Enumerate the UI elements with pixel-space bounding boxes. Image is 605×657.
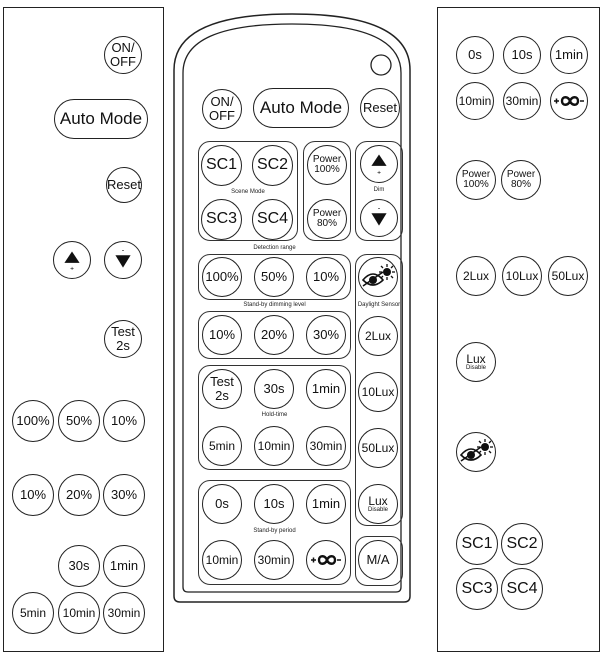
remote-down-button[interactable] [360, 199, 398, 237]
left-on-off-line2: OFF [110, 54, 136, 69]
remote-up-button[interactable] [360, 145, 398, 183]
left-range-50-button[interactable]: 50% [58, 400, 100, 442]
right-daylight-button[interactable] [456, 432, 496, 472]
right-power80-line1: Power [506, 168, 536, 180]
right-lux-disable-button[interactable] [456, 342, 496, 382]
infinity-icon [310, 553, 342, 567]
remote-period-10s-button[interactable]: 10s [254, 484, 294, 524]
triangle-down-icon [361, 199, 397, 237]
remote-lux50-button[interactable]: 50Lux [358, 428, 398, 468]
remote-auto-mode-button[interactable]: Auto Mode [253, 88, 349, 128]
remote-daylight-button[interactable] [358, 257, 398, 297]
standby-period-label: Stand-by period [253, 528, 296, 534]
remote-sc4-button[interactable]: SC4 [252, 199, 293, 240]
right-power80-button[interactable] [501, 160, 541, 200]
remote-lux-disable-line2: Disable [367, 507, 388, 514]
right-power100-line1: Power [461, 168, 491, 180]
remote-hold-10min-button[interactable]: 10min [254, 426, 294, 466]
remote-power80-line1: Power [312, 207, 342, 219]
left-hold-30s-button[interactable]: 30s [58, 545, 100, 587]
left-hold-30min-button[interactable]: 30min [103, 592, 145, 634]
eye-sun-icon [361, 264, 395, 290]
left-range-100-button[interactable]: 100% [12, 400, 54, 442]
left-reset-button[interactable]: Reset [106, 167, 142, 203]
remote-dim-10-button[interactable]: 10% [202, 315, 242, 355]
remote-test-line1: Test [210, 374, 234, 390]
right-lux10-button[interactable]: 10Lux [502, 256, 542, 296]
left-up-plus: + [70, 265, 74, 273]
remote-on-off-line1: ON/ [210, 94, 234, 110]
remote-hold-1min-button[interactable]: 1min [306, 369, 346, 409]
remote-period-1min-button[interactable]: 1min [306, 484, 346, 524]
remote-reset-button[interactable]: Reset [360, 88, 400, 128]
remote-period-10min-button[interactable]: 10min [202, 540, 242, 580]
left-test-line1: Test [111, 324, 135, 340]
remote-lux2-button[interactable]: 2Lux [358, 316, 398, 356]
left-test-line2: 2s [116, 338, 130, 353]
remote-period-0s-button[interactable]: 0s [202, 484, 242, 524]
right-period-0s-button[interactable]: 0s [456, 36, 494, 74]
remote-range-10-button[interactable]: 10% [306, 257, 346, 297]
right-sc1-button[interactable]: SC1 [456, 523, 498, 565]
remote-lux10-button[interactable]: 10Lux [358, 372, 398, 412]
right-lux-disable-line1: Lux [466, 351, 486, 366]
left-range-10-button[interactable]: 10% [103, 400, 145, 442]
remote-hold-30min-button[interactable]: 30min [306, 426, 346, 466]
left-hold-1min-button[interactable]: 1min [103, 545, 145, 587]
remote-test-button[interactable] [202, 369, 242, 409]
standby-dimming-label: Stand-by dimming level [243, 302, 306, 308]
left-hold-5min-button[interactable]: 5min [12, 592, 54, 634]
remote-power100-button[interactable] [307, 145, 347, 185]
right-period-30min-button[interactable]: 30min [503, 82, 541, 120]
remote-ma-button[interactable]: M/A [358, 540, 398, 580]
left-on-off-line1: ON/ [111, 40, 135, 56]
remote-dim-20-button[interactable]: 20% [254, 315, 294, 355]
remote-sc2-button[interactable]: SC2 [252, 145, 293, 186]
left-hold-10min-button[interactable]: 10min [58, 592, 100, 634]
right-period-10min-button[interactable]: 10min [456, 82, 494, 120]
remote-on-off-button[interactable] [202, 89, 242, 129]
eye-sun-icon [459, 439, 493, 465]
scene-mode-label: Scene Mode [231, 189, 265, 195]
remote-test-line2: 2s [215, 388, 229, 403]
right-period-10s-button[interactable]: 10s [503, 36, 541, 74]
remote-sc3-button[interactable]: SC3 [201, 199, 242, 240]
right-period-1min-button[interactable]: 1min [550, 36, 588, 74]
hold-time-label: Hold-time [261, 412, 288, 418]
remote-range-100-button[interactable]: 100% [202, 257, 242, 297]
remote-infinity-button[interactable] [306, 540, 346, 580]
right-power100-button[interactable] [456, 160, 496, 200]
left-dim-10-button[interactable]: 10% [12, 474, 54, 516]
detection-range-label: Detection range [253, 245, 296, 251]
left-dim-20-button[interactable]: 20% [58, 474, 100, 516]
right-sc4-button[interactable]: SC4 [501, 568, 543, 610]
remote-lux-disable-button[interactable] [358, 484, 398, 524]
remote-power80-line2: 80% [316, 218, 337, 229]
remote-lux-disable-line1: Lux [368, 493, 388, 508]
dim-label: Dim [373, 187, 385, 193]
right-sc3-button[interactable]: SC3 [456, 568, 498, 610]
remote-hold-5min-button[interactable]: 5min [202, 426, 242, 466]
daylight-sensor-label: Daylight Sensor [357, 302, 401, 308]
right-lux-disable-line2: Disable [465, 365, 486, 372]
remote-hold-30s-button[interactable]: 30s [254, 369, 294, 409]
remote-on-off-line2: OFF [209, 108, 235, 123]
right-lux50-button[interactable]: 50Lux [548, 256, 588, 296]
right-infinity-button[interactable] [550, 82, 588, 120]
right-sc2-button[interactable]: SC2 [501, 523, 543, 565]
remote-power80-button[interactable] [307, 199, 347, 239]
remote-up-plus: + [377, 169, 381, 177]
remote-dim-30-button[interactable]: 30% [306, 315, 346, 355]
left-auto-mode-button[interactable]: Auto Mode [54, 99, 148, 139]
left-dim-30-button[interactable]: 30% [103, 474, 145, 516]
remote-range-50-button[interactable]: 50% [254, 257, 294, 297]
remote-period-30min-button[interactable]: 30min [254, 540, 294, 580]
remote-sc1-button[interactable]: SC1 [201, 145, 242, 186]
right-lux2-button[interactable]: 2Lux [456, 256, 496, 296]
left-down-minus: - [121, 245, 125, 255]
right-power80-line2: 80% [510, 179, 531, 190]
remote-power100-line1: Power [312, 153, 342, 165]
remote-down-minus: - [377, 203, 381, 213]
right-power100-line2: 100% [463, 179, 489, 190]
remote-power100-line2: 100% [314, 164, 340, 175]
triangle-up-icon [361, 145, 397, 183]
infinity-icon [553, 94, 585, 108]
